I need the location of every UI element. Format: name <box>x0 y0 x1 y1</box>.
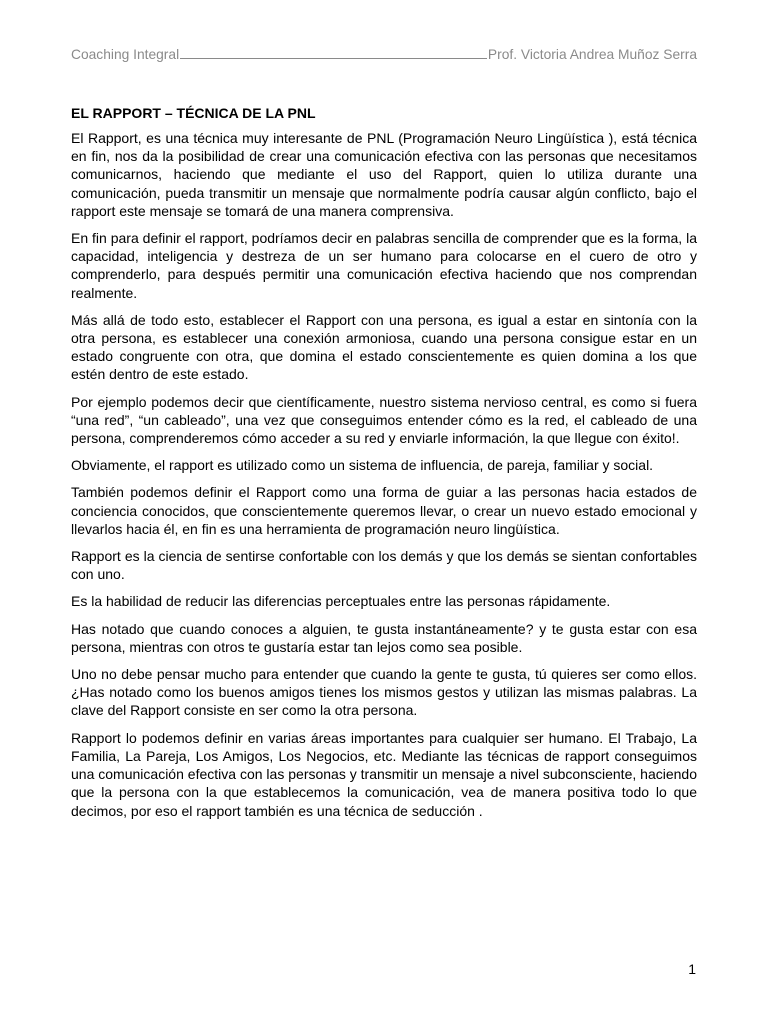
paragraph-4: Por ejemplo podemos decir que científicamente, nuestro sistema nervioso central, es como si fuera “una red”, “un cableado”, una vez que conseguimos entender cómo es la red, el cableado de una persona, comprenderemos cómo acceder a su red y enviarle información, la que llegue con éxito!. <box>71 393 697 447</box>
page-number: 1 <box>688 961 696 977</box>
header-rule <box>180 46 487 59</box>
paragraph-2: En fin para definir el rapport, podríamos decir en palabras sencilla de comprender que es la forma, la capacidad, inteligencia y destreza de un ser humano para colocarse en el cuero de otro y comprenderlo, para después permitir una comunicación efectiva haciendo que nos comprendan realmente. <box>71 230 697 301</box>
paragraph-6: También podemos definir el Rapport como una forma de guiar a las personas hacia estados de conciencia conocidos, que conscientemente queremos llevar, o crear un nuevo estado emocional y llevarlos hacia él, en fin es una herramienta de programación neuro lingüística. <box>71 484 697 537</box>
paragraph-9: Has notado que cuando conoces a alguien, te gusta instantáneamente? y te gusta estar con esa persona, mientras con otros te gustaría estar tan lejos como sea posible. <box>71 620 697 655</box>
page-header <box>71 46 697 64</box>
paragraph-3: Más allá de todo esto, establecer el Rapport con una persona, es igual a estar en sintonía con la otra persona, es establecer una conexión armoniosa, cuando una persona consigue estar en un estado congruente con otra, que domina el estado conscientemente es quien domina a los que estén dentro de este estado. <box>71 311 697 383</box>
paragraph-11: Rapport lo podemos definir en varias áreas importantes para cualquier ser humano. El Trabajo, La Familia, La Pareja, Los Amigos, Los Negocios, etc. Mediante las técnicas de rapport conseguimos una comunicación efectiva con las personas y transmitir un mensaje a nivel subconsciente, haciendo que la persona con la que establecemos la comunicación, vea de manera positiva todo lo que decimos, por eso el rapport también es una técnica de seducción . <box>71 729 697 819</box>
paragraph-8: Es la habilidad de reducir las diferencias perceptuales entre las personas rápidamente. <box>71 593 611 610</box>
paragraph-10: Uno no debe pensar mucho para entender que cuando la gente te gusta, tú quieres ser como ellos. ¿Has notado como los buenos amigos tienes los mismos gestos y utilizan las mismas palabras. La clave del Rapport consiste en ser como la otra persona. <box>71 666 697 719</box>
document-title: EL RAPPORT – TÉCNICA DE LA PNL <box>71 105 316 121</box>
header-course-title: Coaching Integral <box>71 47 180 62</box>
document-body <box>71 104 697 829</box>
paragraph-5: Obviamente, el rapport es utilizado como un sistema de influencia, de pareja, familiar y social. <box>71 457 654 474</box>
paragraph-7: Rapport es la ciencia de sentirse confortable con los demás y que los demás se sientan confortables con uno. <box>71 548 697 583</box>
paragraph-1: El Rapport, es una técnica muy interesante de PNL (Programación Neuro Lingüística ), está técnica en fin, nos da la posibilidad de crear una comunicación efectiva con las personas que necesitamos comunicarnos, haciendo que mediante el uso del Rapport, quien lo utiliza durante una comunicación, pueda transmitir un mensaje que normalmente podría causar algún conflicto, bajo el rapport este mensaje se tomará de una manera comprensiva. <box>71 130 697 219</box>
header-author: Prof. Victoria Andrea Muñoz Serra <box>487 47 697 62</box>
